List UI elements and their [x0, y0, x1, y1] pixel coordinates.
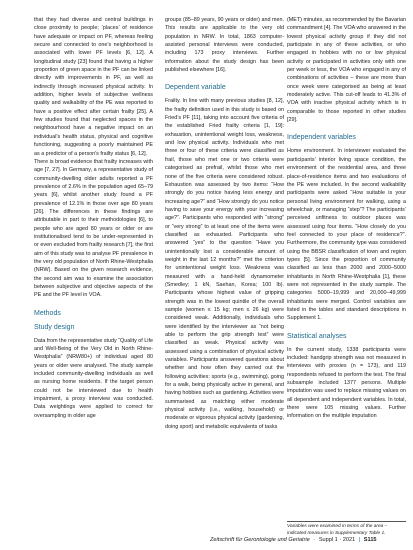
intro-paragraph-physical-environment: that they had diverse and central buildings in close proximity to people; ‘places’ of residence have adequate or impact on PF, whereas feeling secure and connected to one’s neighborhood is associated with lower PF levels [6, 12]. A longitudinal study [23] found that having a higher proportion of green space in the PF can be linked directly with improvements in PF, as well as indirectly through increased physical activity. In addition, higher levels of subjective wellness quality and walkability of the PE was reported to have a positive effect after certain frailty [25]. A few studies found that neglected spaces in the neighbourhood have a negative impact on an individual's health status, physical and cognitive functioning, suggesting a poorly maintained PE as a predictor of a person's frailty status [6, 12].	[34, 17, 153, 157]
subsection-heading-study-design: Study design	[34, 323, 75, 331]
text-column-left	[34, 16, 153, 420]
study-design-paragraph: Data from the representative study “Quality of Life and Well-Being of the Very Old in North Rhine-Westphalia” (NRW80+) of individual aged 80 years or older were analysed. The study sample included community-dwelling individuals as well as nursing home residents. If the target person could not be interviewed due to health impairment, a proxy interview was conducted. Data weightings were applied to correct for oversampling in older age	[34, 337, 153, 419]
subsection-heading-statistical-analyses: Statistical analyses	[287, 332, 347, 340]
page-number: S115	[363, 537, 377, 543]
journal-name: Zeitschrift für Gerontologie und Geriatrie	[210, 537, 310, 543]
footer-separator: ·	[313, 537, 316, 543]
text-column-right	[287, 16, 406, 421]
home-environment-paragraph: Home environment. In interviewer evaluated the participants’ interior living space condition, the environment of the residential area, and three place-of-residence items and two evaluations of the PE were included. In the second walkability participants were asked “How suitable is your personal living environment for walking, using a wheelchair, or managing “step”? The participants’ perceived unfitness to outdoor places was assessed using four items. “How closely do you feel connected to your place of residence?”. Furthermore, the community type was considered using the BBSR classification of town and region types [5]. Since the proportion of community classified as less than 2000 and 2000–5000 inhabitants in North Rhine-Westphalia [1], these were not represented in the study sample. The categories 5000–19,999 and 20,000–49,999 inhabitants were merged. Control variables are listed in the tables and standard descriptions in Supplement 1.	[287, 148, 406, 322]
subsection-heading-dependent-variable: Dependent variable	[165, 84, 226, 92]
footer-separator: |	[358, 537, 361, 543]
study-design-continuation: groups (85–89 years, 90 years or older) and men. This results are applicable to the very old population in NRW. In total, 1863 computer-assisted personal interviews were conducted, including 173 proxy interviews. Further information about the study design has been published elsewhere [16].	[165, 17, 284, 74]
footnote: Variables were examined in terms of the area – indicated measures in Supplementary Table 1.	[287, 521, 406, 537]
intro-paragraph-prevalence: There is broad evidence that frailty increases with age [7, 27]. In Germany, a representative study of community-dwelling older adults reported a PF prevalence of 2.6% in the population aged 65–79 years [6], whilst another study found a PF prevalence of 12.1% in those over age 80 years [26]. The differences in these findings are attributable in part to their methodologies [6], to people who are aged 80 years or older or are institutionalised tend to be under-represented in or even excluded from frailty research [7], the first aim of this study was to analyse PF prevalence in the very old population of North Rhine-Westphalia (NRW). Based on the given research evidence, the second aim was to examine the association between subjective and objective aspects of the PE and the PF level in VOA.	[34, 158, 153, 299]
subsection-heading-independent-variables: Independent variables	[287, 134, 356, 142]
statistical-analyses-paragraph: In the current study, 1338 participants were included: handgrip strength was not measured in interviews with proxies (n = 173), and 119 respondents refused to perform the test. The final subsample included 1377 persons. Multiple imputation was used to replace missing values on all dependent and independent variables. In total, there were 105 missing values. Further information on the multiple imputation	[287, 346, 406, 420]
page-footer	[210, 536, 405, 544]
physical-activity-continuation: (MET) minutes, as recommended by the Bavarian commandment [4]. The VOA who answered in the lowest physical activity group if they did not participate in any of these activities, or who engaged in hobbies with no or low physical activity or participated in activities only with one per week or less, the VOA who engaged in any of combinations of activities – these are more than once week were categorised as being at least moderately active. This cut-off leads to 41.3% of VOA with inactive physical activity which is in comparable to those reported in other studies [29].	[287, 17, 406, 124]
section-heading-methods: Methods	[34, 309, 61, 317]
supplement-info: Suppl 1 · 2021	[318, 537, 356, 543]
text-column-middle	[165, 16, 284, 431]
frailty-definition-paragraph: Frailty. In line with many previous studies [8, 12], the frailty definition used in this study is based on Fried’s PF [11], taking into account five criteria of the established Fried frailty criteria [1, 19]: exhaustion, unintentional weight loss, weakness, and low physical activity. Individuals who met three or four of these criteria were classified as frail, those who met one or two criteria were categorised as prefrail, whilst those who met none of the five criteria were considered robust. Exhaustion was assessed by two items: “How strongly do you notice having less energy and increasing age?” and “How strongly do you notice having to save your energy with your increasing age?”. Participants who responded with “strong” or “very strong” to at least one of the items were classified as exhausted. Participants who answered “yes” to the question “Have you unintentionally lost a considerable amount of weight in the last 12 months?” met the criterion for unintentional weight loss. Weakness was measured with a hand-held dynamometer (Smedley; 1 kN, Saehan, Korea; 100 lb). Participants whose highest value of gripping strength was in the lowest quintile of the overall sample (women ≤ 15 kg; men ≤ 26 kg) were considered weak. Additionally, individuals who were identified by the interviewer as “not being able to perform the grip strength test” were classified as weak. Physical activity was assessed using a combination of physical activity variables. Participants answered questions about whether and how often they carried out the following activities: sports (e.g., swimming), going for a walk, being physically active in general, and having hobbies such as gardening. Activities were summarised as matching either moderate physical activity (i.e., walking, household) or moderate or vigorous physical activity (gardening, doing sport) and metabolic equivalents of tasks	[165, 98, 284, 430]
